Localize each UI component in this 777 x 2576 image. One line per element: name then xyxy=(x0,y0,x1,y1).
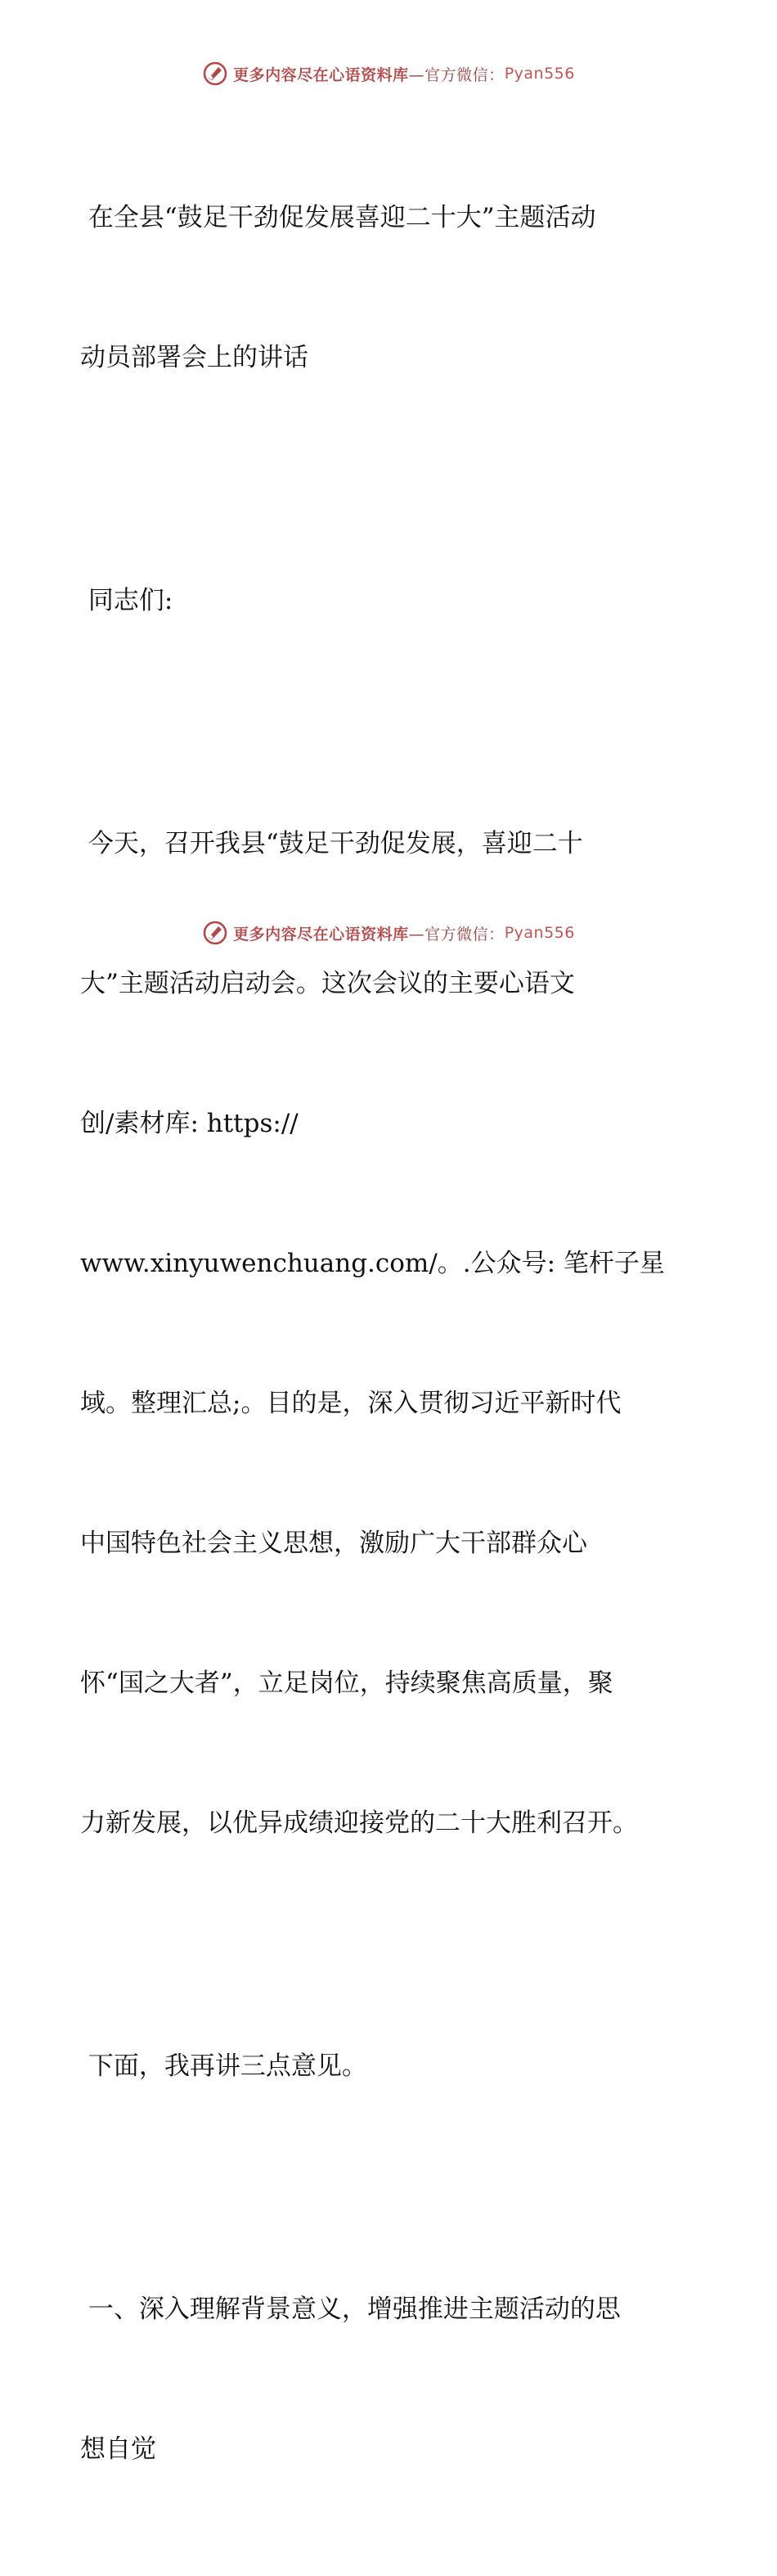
paragraph-line: 大”主题活动启动会。这次会议的主要心语文 xyxy=(80,969,575,998)
paragraph-line: 下面，我再讲三点意见。 xyxy=(80,2051,367,2081)
banner-sub-text: —官方微信： xyxy=(408,65,505,84)
paragraph-opening xyxy=(80,727,702,1940)
heading-line: 想自觉 xyxy=(80,2434,156,2464)
paragraph-line: 中国特色社会主义思想，激励广大干部群众心 xyxy=(80,1529,587,1558)
title-line: 动员部署会上的讲话 xyxy=(80,343,308,372)
salutation xyxy=(80,484,702,718)
title-line: 在全县“鼓足干劲促发展喜迎二十大”主题活动 xyxy=(80,203,596,232)
heading-line: 一、深入理解背景意义，增强推进主题活动的思 xyxy=(80,2295,621,2324)
paragraph-line: 怀“国之大者”，立足岗位，持续聚焦高质量，聚 xyxy=(80,1669,613,1698)
section-heading-1 xyxy=(80,2193,702,2566)
paragraph-line: 今天，召开我县“鼓足干劲促发展，喜迎二十 xyxy=(80,829,583,858)
banner-main-text: 更多内容尽在心语资料库 xyxy=(233,65,409,84)
paragraph-line: 创/素材库: https:// xyxy=(80,1109,299,1138)
document-title xyxy=(80,101,702,475)
document-body xyxy=(80,101,702,2576)
paragraph-line: www.xinyuwenchuang.com/。.公众号: 笔杆子星 xyxy=(80,1249,665,1278)
footer-watermark-banner xyxy=(0,916,777,949)
banner-wechat-id: Pyan556 xyxy=(504,65,575,83)
brand-logo-icon xyxy=(202,920,228,946)
header-watermark-banner xyxy=(0,57,777,90)
brand-logo-icon xyxy=(202,61,228,87)
paragraph-line: 域。整理汇总;。目的是，深入贯彻习近平新时代 xyxy=(80,1389,622,1418)
paragraph-transition xyxy=(80,1950,702,2183)
salutation-text: 同志们: xyxy=(80,586,173,615)
banner-wechat-id: Pyan556 xyxy=(504,924,575,942)
paragraph-line: 力新发展，以优异成绩迎接党的二十大胜利召开。 xyxy=(80,1808,638,1838)
banner-sub-text: —官方微信： xyxy=(408,925,505,943)
banner-main-text: 更多内容尽在心语资料库 xyxy=(233,925,409,943)
